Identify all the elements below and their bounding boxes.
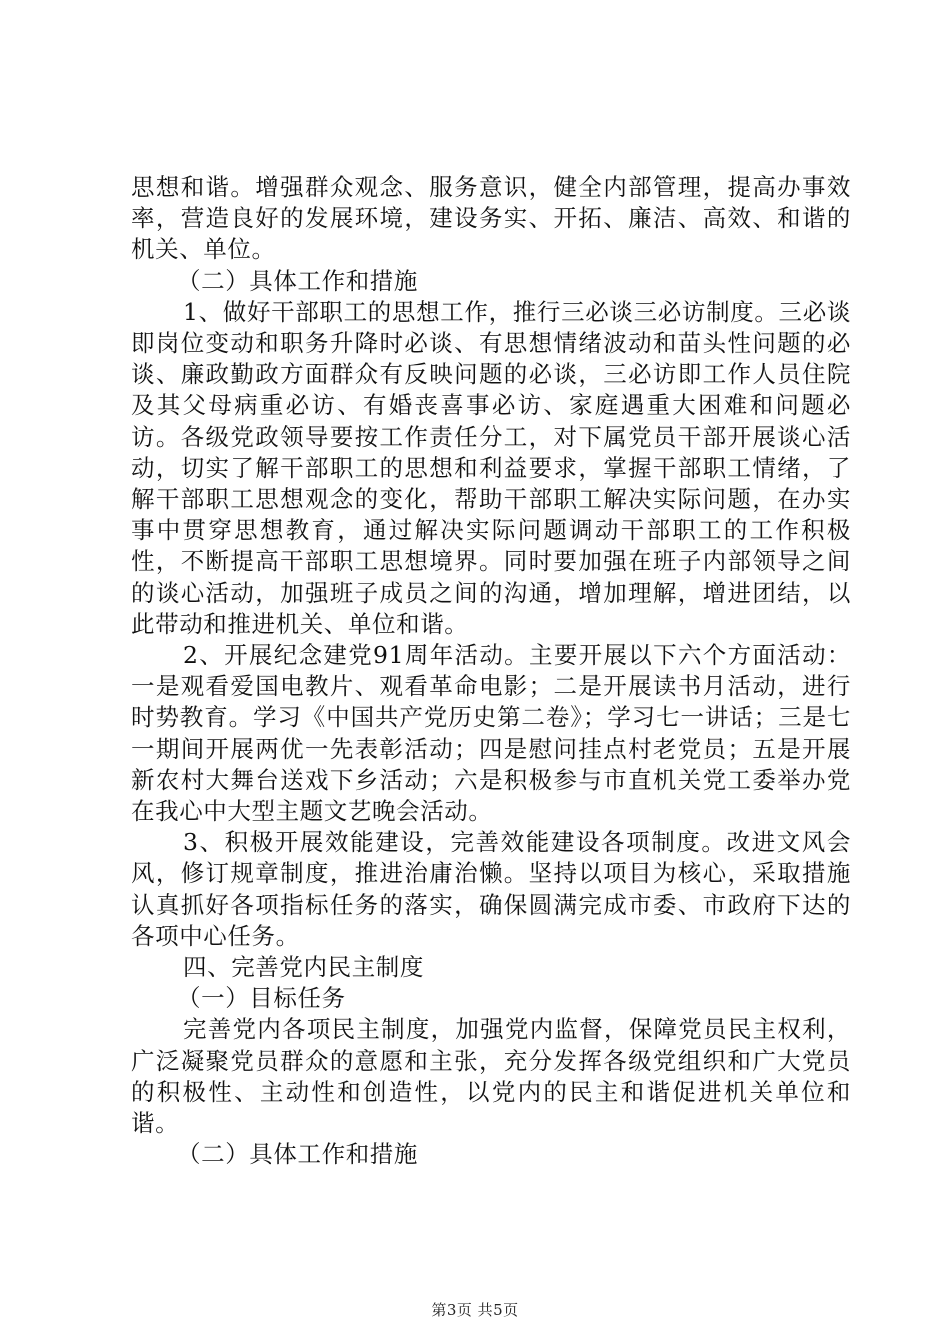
paragraph-item-1: 1、做好干部职工的思想工作，推行三必谈三必访制度。三必谈即岗位变动和职务升降时必谈、有思想情绪波动和苗头性问题的必谈、廉政勤政方面群众有反映问题的必谈，三必访即工作人员住院及其父母病重必访、有婚丧喜事必访、家庭遇重大困难和问题必访。各级党政领导要按工作责任分工，对下属党员干部开展谈心活动，切实了解干部职工的思想和利益要求，掌握干部职工情绪，了解干部职工思想观念的变化，帮助干部职工解决实际问题，在办实事中贯穿思想教育，通过解决实际问题调动干部职工的工作积极性，不断提高干部职工思想境界。同时要加强在班子内部领导之间的谈心活动，加强班子成员之间的沟通，增加理解，增进团结，以此带动和推进机关、单位和谐。 (131, 297, 851, 638)
section-heading-goals: （一）目标任务 (177, 984, 346, 1013)
paragraph-item-2: 2、开展纪念建党91周年活动。主要开展以下六个方面活动：一是观看爱国电教片、观看革命电影；二是开展读书月活动，进行时势教育。学习《中国共产党历史第二卷》；学习七一讲话；三是七一期间开展两优一先表彰活动；四是慰问挂点村老党员；五是开展新农村大舞台送戏下乡活动；六是积极参与市直机关党工委举办党在我心中大型主题文艺晚会活动。 (131, 641, 851, 826)
section-heading-measures-2: （二）具体工作和措施 (177, 1140, 418, 1169)
section-heading-four: 四、完善党内民主制度 (183, 953, 424, 982)
document-body (131, 172, 851, 1171)
paragraph-continuation: 思想和谐。增强群众观念、服务意识，健全内部管理，提高办事效率，营造良好的发展环境，建设务实、开拓、廉洁、高效、和谐的机关、单位。 (131, 173, 851, 264)
page-number: 第3页 共5页 (431, 1301, 519, 1319)
paragraph-item-3: 3、积极开展效能建设，完善效能建设各项制度。改进文风会风，修订规章制度，推进治庸治懒。坚持以项目为核心，采取措施认真抓好各项指标任务的落实，确保圆满完成市委、市政府下达的各项中心任务。 (131, 828, 851, 950)
paragraph-goals: 完善党内各项民主制度，加强党内监督，保障党员民主权利，广泛凝聚党员群众的意愿和主张，充分发挥各级党组织和广大党员的积极性、主动性和创造性，以党内的民主和谐促进机关单位和谐。 (131, 1015, 851, 1138)
section-heading-measures: （二）具体工作和措施 (177, 266, 418, 295)
